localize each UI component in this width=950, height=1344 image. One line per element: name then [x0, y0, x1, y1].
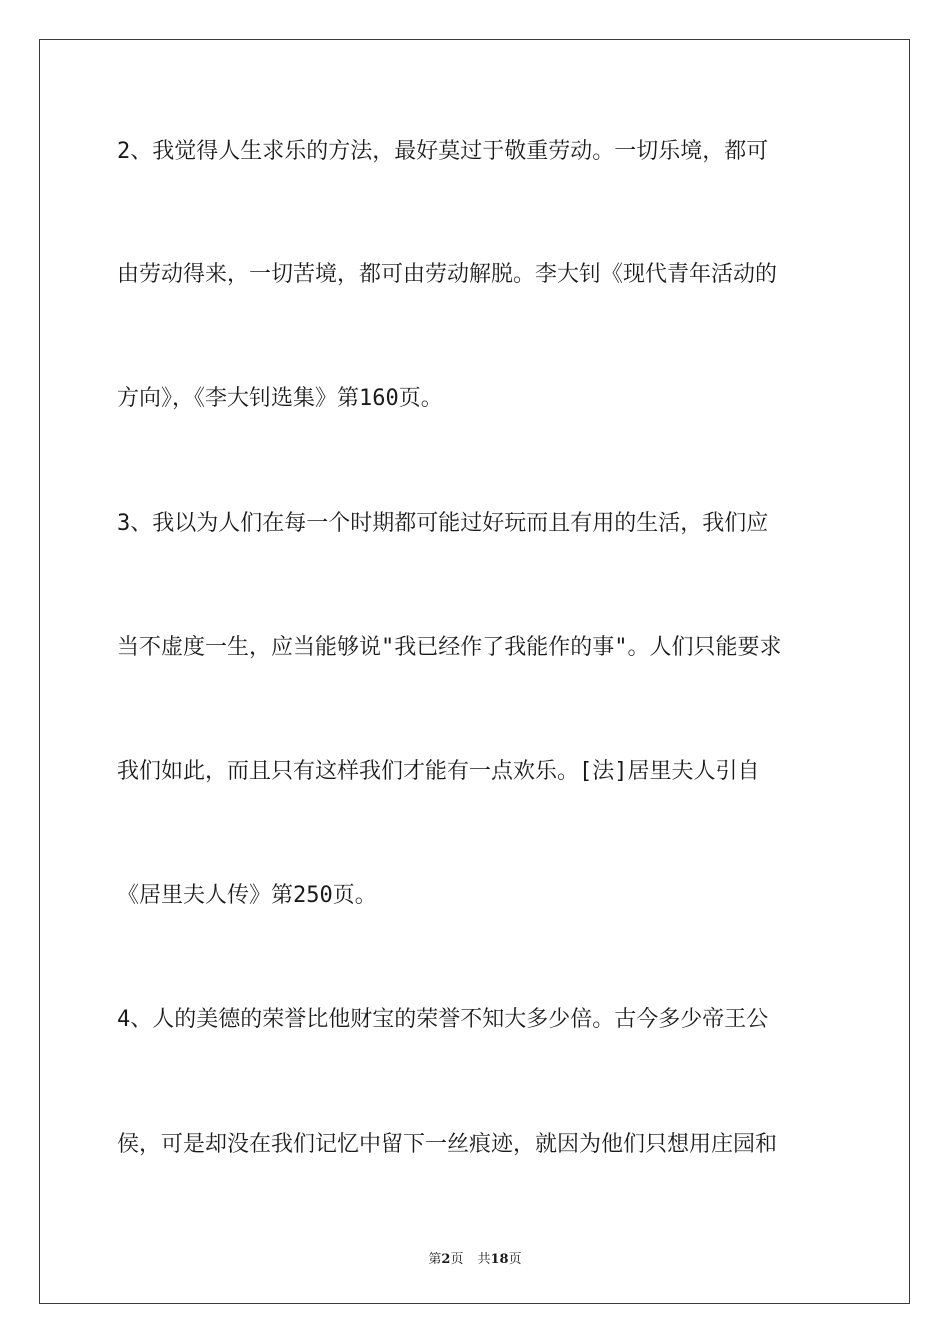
page-footer [0, 1248, 950, 1267]
total-pages: 18 [490, 1252, 509, 1267]
text-line-1: 2、我觉得人生求乐的方法，最好莫过于敬重劳动。一切乐境，都可 [117, 139, 769, 164]
text-line-2: 由劳动得来，一切苦境，都可由劳动解脱。李大钊《现代青年活动的 [117, 262, 778, 287]
text-line-7: 《居里夫人传》第250页。 [117, 883, 377, 908]
page-prefix: 第 [428, 1252, 442, 1267]
page-frame [39, 39, 910, 1304]
total-prefix: 共 [477, 1252, 491, 1267]
total-suffix: 页 [508, 1252, 522, 1267]
text-line-6: 我们如此，而且只有这样我们才能有一点欢乐。[法]居里夫人引自 [117, 759, 760, 784]
text-line-5: 当不虚度一生，应当能够说"我已经作了我能作的事"。人们只能要求 [117, 635, 782, 660]
text-line-9: 侯，可是却没在我们记忆中留下一丝痕迹，就因为他们只想用庄园和 [117, 1132, 778, 1157]
page-suffix: 页 [450, 1252, 464, 1267]
page-number: 2 [441, 1252, 451, 1267]
text-line-4: 3、我以为人们在每一个时期都可能过好玩而且有用的生活，我们应 [117, 511, 769, 536]
text-line-8: 4、人的美德的荣誉比他财宝的荣誉不知大多少倍。古今多少帝王公 [117, 1007, 769, 1032]
text-line-3: 方向》，《李大钊选集》第160页。 [117, 386, 443, 411]
